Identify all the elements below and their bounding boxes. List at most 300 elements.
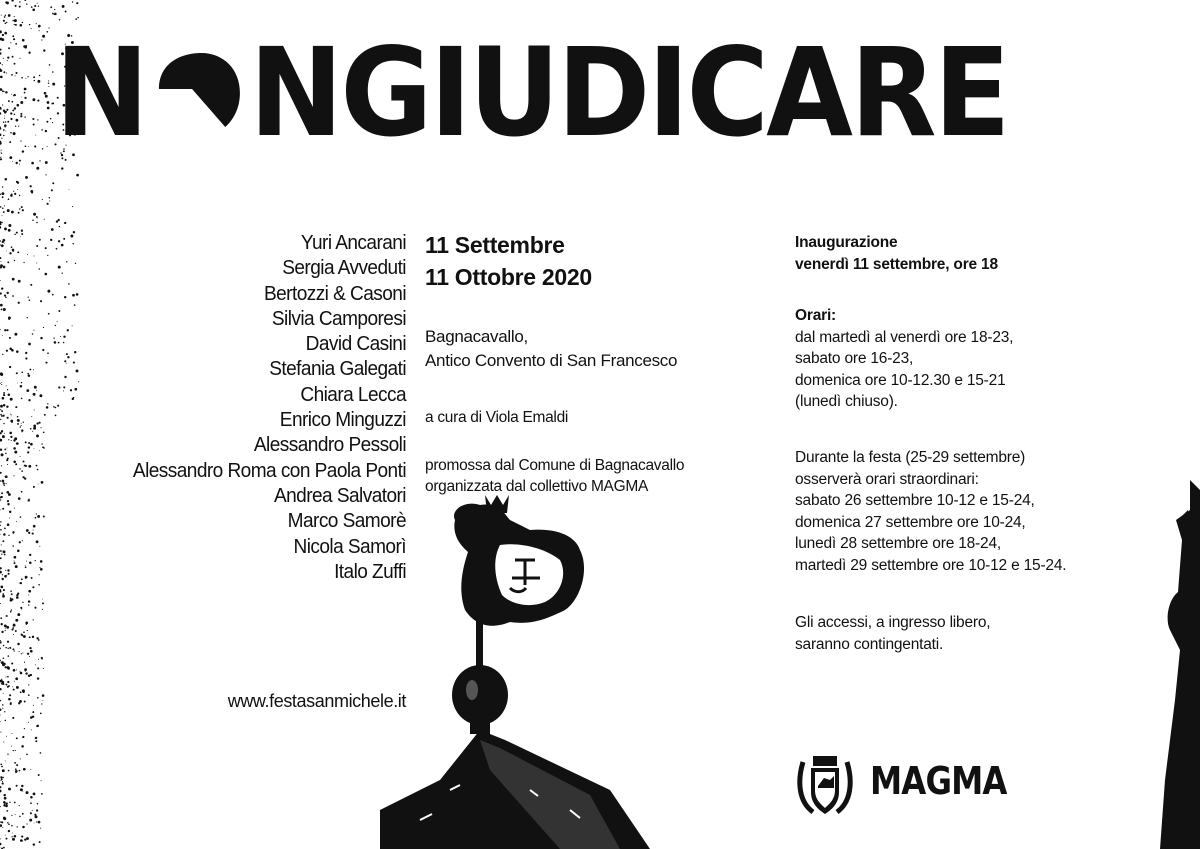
speckle-dot [17, 419, 20, 422]
speckle-dot [36, 23, 37, 24]
speckle-dot [14, 681, 15, 682]
speckle-dot [0, 49, 2, 51]
speckle-dot [64, 296, 66, 298]
speckle-dot [0, 557, 2, 559]
speckle-dot [18, 443, 19, 444]
speckle-dot [33, 330, 34, 331]
speckle-dot [28, 600, 30, 602]
speckle-dot [25, 441, 27, 443]
speckle-dot [21, 836, 23, 838]
speckle-dot [15, 75, 16, 76]
speckle-dot [0, 525, 1, 526]
speckle-dot [12, 717, 14, 719]
website-link[interactable]: www.festasanmichele.it [227, 691, 406, 711]
speckle-dot [13, 634, 14, 635]
speckle-dot [19, 541, 21, 543]
speckle-dot [28, 296, 29, 297]
speckle-dot [39, 160, 40, 161]
speckle-dot [12, 278, 15, 281]
speckle-dot [11, 825, 13, 827]
speckle-dot [8, 14, 11, 17]
speckle-dot [4, 243, 5, 244]
speckle-dot [72, 1, 73, 2]
speckle-dot [34, 607, 36, 609]
speckle-dot [50, 118, 52, 120]
speckle-dot [6, 1, 9, 4]
speckle-dot [0, 688, 2, 690]
speckle-dot [13, 191, 14, 192]
speckle-dot [4, 116, 5, 117]
speckle-dot [0, 157, 1, 158]
speckle-dot [8, 823, 10, 825]
speckle-dot [2, 335, 3, 336]
speckle-dot [0, 448, 2, 450]
speckle-dot [45, 247, 47, 249]
speckle-dot [25, 672, 27, 674]
speckle-dot [2, 186, 3, 187]
speckle-dot [27, 317, 28, 318]
speckle-dot [52, 294, 54, 296]
speckle-dot [27, 76, 28, 77]
speckle-dot [16, 596, 19, 599]
speckle-dot [29, 819, 32, 822]
speckle-dot [7, 60, 8, 61]
speckle-dot [15, 565, 18, 568]
speckle-dot [39, 450, 40, 451]
speckle-dot [11, 349, 14, 352]
speckle-dot [33, 619, 34, 620]
speckle-dot [21, 470, 23, 472]
speckle-dot [3, 58, 4, 59]
speckle-dot [38, 659, 39, 660]
speckle-dot [55, 415, 57, 417]
access-line: Gli accessi, a ingresso libero, [795, 614, 991, 631]
speckle-dot [36, 263, 37, 264]
speckle-dot [34, 145, 36, 147]
speckle-dot [7, 500, 9, 502]
speckle-dot [3, 135, 5, 137]
speckle-dot [28, 146, 29, 147]
speckle-dot [0, 821, 1, 822]
speckle-dot [5, 23, 7, 25]
speckle-dot [36, 465, 38, 467]
speckle-dot [6, 22, 7, 23]
speckle-dot [3, 817, 6, 820]
speckle-dot [16, 372, 18, 374]
speckle-dot [34, 80, 36, 82]
speckle-dot [38, 774, 40, 776]
speckle-dot [2, 708, 3, 709]
speckle-dot [14, 193, 16, 195]
speckle-dot [0, 509, 1, 510]
speckle-dot [11, 733, 12, 734]
speckle-dot [26, 46, 27, 47]
speckle-dot [13, 132, 16, 135]
speckle-dot [36, 422, 38, 424]
speckle-dot [0, 264, 3, 267]
speckle-dot [9, 141, 11, 143]
speckle-dot [5, 476, 7, 478]
speckle-dot [17, 416, 19, 418]
speckle-dot [16, 350, 19, 353]
speckle-dot [3, 693, 4, 694]
speckle-dot [4, 32, 7, 35]
speckle-dot [2, 574, 3, 575]
speckle-dot [26, 837, 29, 840]
speckle-dot [27, 254, 28, 255]
speckle-dot [7, 56, 9, 58]
speckle-dot [42, 35, 45, 38]
speckle-dot [75, 263, 76, 264]
speckle-dot [28, 590, 31, 593]
speckle-dot [7, 641, 9, 643]
speckle-dot [10, 590, 12, 592]
speckle-dot [0, 76, 3, 79]
speckle-dot [23, 422, 24, 423]
speckle-dot [20, 24, 23, 27]
speckle-dot [31, 416, 32, 417]
speckle-dot [15, 406, 17, 408]
speckle-dot [17, 383, 18, 384]
artist-name: David Casini [305, 332, 406, 356]
speckle-dot [4, 295, 6, 297]
speckle-dot [16, 785, 18, 787]
speckle-dot [21, 233, 23, 235]
speckle-dot [28, 722, 29, 723]
speckle-dot [4, 227, 7, 230]
artist-name: Yuri Ancarani [300, 231, 406, 254]
artist-name: Sergia Avveduti [282, 256, 406, 280]
speckle-dot [5, 111, 7, 113]
speckle-dot [2, 593, 4, 595]
speckle-dot [20, 101, 23, 104]
speckle-dot [45, 130, 47, 132]
festival-line: martedì 29 settembre ore 10-12 e 15-24. [795, 556, 1067, 574]
speckle-dot [59, 226, 60, 227]
speckle-dot [30, 812, 32, 814]
speckle-dot [21, 206, 23, 208]
speckle-dot [6, 810, 8, 812]
speckle-dot [1, 821, 3, 823]
speckle-dot [7, 261, 9, 263]
speckle-dot [3, 415, 5, 417]
speckle-dot [2, 781, 3, 782]
speckle-dot [3, 109, 5, 111]
speckle-dot [20, 671, 21, 672]
speckle-dot [12, 35, 14, 37]
speckle-dot [9, 802, 10, 803]
speckle-dot [37, 119, 38, 120]
speckle-dot [74, 388, 77, 391]
speckle-dot [20, 607, 22, 609]
speckle-dot [8, 47, 10, 49]
speckle-dot [47, 255, 48, 256]
speckle-dot [12, 250, 14, 252]
speckle-dot [23, 791, 24, 792]
speckle-dot [1, 38, 4, 41]
speckle-dot [32, 118, 34, 120]
speckle-dot [11, 74, 13, 76]
speckle-dot [2, 196, 4, 198]
speckle-dot [0, 244, 1, 245]
speckle-dot [36, 540, 39, 543]
speckle-dot [15, 768, 17, 770]
speckle-dot [72, 325, 73, 326]
speckle-dot [10, 118, 12, 120]
speckle-dot [0, 30, 2, 33]
speckle-dot [54, 13, 56, 15]
speckle-dot [31, 577, 33, 579]
speckle-dot [21, 398, 23, 400]
speckle-dot [52, 182, 54, 184]
speckle-dot [33, 793, 36, 796]
speckle-dot [36, 245, 38, 247]
speckle-dot [5, 802, 7, 804]
speckle-dot [7, 648, 8, 649]
speckle-dot [26, 823, 27, 824]
speckle-dot [39, 567, 40, 568]
speckle-dot [10, 112, 12, 114]
speckle-dot [1, 150, 2, 151]
speckle-dot [3, 847, 5, 849]
speckle-dot [16, 737, 18, 739]
speckle-dot [30, 443, 33, 446]
speckle-dot [1, 15, 2, 16]
speckle-dot [22, 736, 24, 738]
speckle-dot [4, 528, 6, 530]
speckle-dot [0, 732, 1, 733]
speckle-dot [17, 826, 18, 827]
speckle-dot [4, 91, 5, 92]
speckle-dot [7, 417, 9, 419]
speckle-dot [27, 373, 29, 375]
speckle-dot [1, 287, 3, 289]
speckle-dot [8, 830, 10, 832]
speckle-dot [28, 374, 31, 377]
speckle-dot [3, 741, 4, 742]
speckle-dot [10, 436, 12, 438]
speckle-dot [6, 329, 8, 331]
speckle-dot [3, 657, 5, 659]
speckle-dot [7, 676, 9, 678]
speckle-dot [21, 97, 22, 98]
speckle-dot [15, 677, 18, 680]
festival-line: Durante la festa (25-29 settembre) [795, 449, 1026, 466]
speckle-dot [65, 11, 67, 13]
speckle-dot [74, 351, 76, 353]
speckle-dot [0, 499, 1, 500]
speckle-dot [27, 630, 28, 631]
speckle-dot [36, 821, 37, 822]
speckle-dot [36, 167, 39, 170]
speckle-dot [58, 219, 60, 221]
speckle-dot [25, 565, 26, 566]
speckle-dot [40, 427, 41, 428]
speckle-dot [13, 447, 16, 450]
speckle-dot [8, 655, 10, 657]
speckle-dot [48, 27, 49, 28]
speckle-dot [1, 679, 2, 680]
speckle-dot [21, 230, 23, 232]
speckle-dot [13, 461, 16, 464]
speckle-dot [8, 493, 11, 496]
speckle-dot [18, 280, 21, 283]
speckle-dot [24, 662, 25, 663]
speckle-dot [34, 256, 35, 257]
speckle-dot [38, 484, 39, 485]
speckle-dot [31, 6, 33, 8]
bell-tower-photo [1150, 480, 1200, 849]
speckle-dot [0, 383, 1, 384]
speckle-dot [23, 631, 25, 633]
speckle-dot [0, 206, 1, 208]
speckle-dot [45, 95, 48, 98]
speckle-dot [41, 658, 43, 660]
speckle-dot [1, 766, 3, 768]
speckle-dot [25, 145, 27, 147]
speckle-dot [0, 439, 2, 442]
speckle-dot [58, 386, 60, 388]
speckle-dot [75, 18, 77, 20]
speckle-dot [22, 476, 24, 478]
speckle-dot [14, 63, 16, 65]
speckle-dot [62, 273, 63, 274]
speckle-dot [0, 603, 1, 604]
speckle-dot [8, 698, 11, 701]
speckle-dot [21, 423, 22, 424]
speckle-dot [10, 414, 11, 415]
speckle-dot [21, 634, 23, 636]
speckle-dot [58, 240, 60, 242]
speckle-dot [35, 517, 37, 519]
speckle-dot [14, 19, 17, 22]
speckle-dot [45, 174, 46, 175]
speckle-dot [0, 617, 2, 619]
speckle-dot [39, 239, 41, 241]
speckle-dot [47, 146, 48, 147]
speckle-dot [0, 806, 1, 808]
speckle-dot [1, 554, 2, 555]
access-info [795, 612, 990, 655]
speckle-dot [41, 703, 42, 704]
speckle-dot [1, 192, 4, 195]
speckle-dot [13, 475, 14, 476]
speckle-dot [22, 602, 23, 603]
speckle-dot [35, 560, 36, 561]
speckle-dot [6, 250, 7, 251]
speckle-dot [0, 472, 2, 474]
speckle-dot [23, 768, 26, 771]
speckle-dot [8, 316, 11, 319]
festival-line: domenica 27 settembre ore 10-24, [795, 513, 1026, 531]
speckle-dot [3, 121, 5, 123]
speckle-dot [3, 801, 6, 804]
speckle-dot [8, 685, 10, 687]
speckle-dot [3, 211, 5, 213]
speckle-dot [2, 827, 3, 828]
speckle-dot [44, 414, 46, 416]
speckle-dot [17, 423, 19, 425]
speckle-dot [21, 785, 23, 787]
speckle-dot [29, 369, 31, 371]
speckle-dot [44, 273, 47, 276]
speckle-dot [21, 382, 22, 383]
speckle-dot [5, 178, 8, 181]
speckle-dot [40, 713, 42, 715]
speckle-dot [14, 114, 16, 116]
speckle-dot [19, 164, 20, 165]
speckle-dot [20, 788, 23, 791]
speckle-dot [24, 668, 27, 671]
speckle-dot [19, 468, 21, 470]
speckle-dot [0, 329, 1, 330]
speckle-dot [37, 3, 38, 4]
speckle-dot [0, 88, 2, 91]
speckle-dot [16, 232, 18, 234]
speckle-dot [63, 386, 65, 388]
speckle-dot [1, 578, 3, 580]
speckle-dot [11, 246, 13, 248]
speckle-dot [34, 448, 35, 449]
speckle-dot [43, 49, 45, 51]
speckle-dot [0, 776, 2, 778]
inauguration-when: venerdì 11 settembre, ore 18 [795, 255, 998, 273]
speckle-dot [6, 483, 7, 484]
speckle-dot [0, 715, 1, 716]
speckle-dot [66, 261, 67, 262]
speckle-dot [22, 840, 23, 841]
speckle-dot [49, 197, 50, 198]
end-date: 11 Ottobre 2020 [425, 264, 592, 290]
speckle-dot [59, 19, 60, 20]
speckle-dot [9, 366, 11, 368]
speckle-dot [20, 582, 22, 584]
hours-line: dal martedì al venerdì ore 18-23, [795, 328, 1014, 346]
speckle-dot [64, 376, 66, 378]
speckle-dot [12, 20, 14, 22]
speckle-dot [1, 382, 2, 383]
speckle-dot [3, 590, 4, 591]
speckle-dot [30, 796, 33, 799]
speckle-dot [38, 6, 39, 7]
speckle-dot [42, 199, 43, 200]
speckle-dot [0, 529, 2, 531]
speckle-dot [73, 397, 75, 399]
speckle-dot [32, 716, 34, 718]
hours-line: sabato ore 16-23, [795, 350, 914, 367]
speckle-dot [14, 762, 16, 764]
speckle-dot [2, 540, 4, 542]
speckle-dot [22, 150, 24, 152]
speckle-dot [14, 24, 15, 25]
speckle-dot [34, 5, 36, 7]
speckle-dot [32, 810, 33, 811]
speckle-dot [12, 295, 14, 297]
speckle-dot [11, 94, 12, 95]
speckle-dot [10, 597, 12, 599]
speckle-dot [32, 431, 33, 432]
venue-place: Antico Convento di San Francesco [425, 351, 678, 370]
speckle-dot [3, 308, 6, 311]
speckle-dot [2, 104, 3, 105]
speckle-dot [1, 410, 3, 412]
speckle-dot [2, 64, 3, 65]
speckle-dot [1, 430, 3, 432]
speckle-dot [44, 92, 47, 95]
speckle-dot [22, 691, 24, 693]
speckle-dot [5, 121, 6, 122]
speckle-dot [25, 352, 27, 354]
